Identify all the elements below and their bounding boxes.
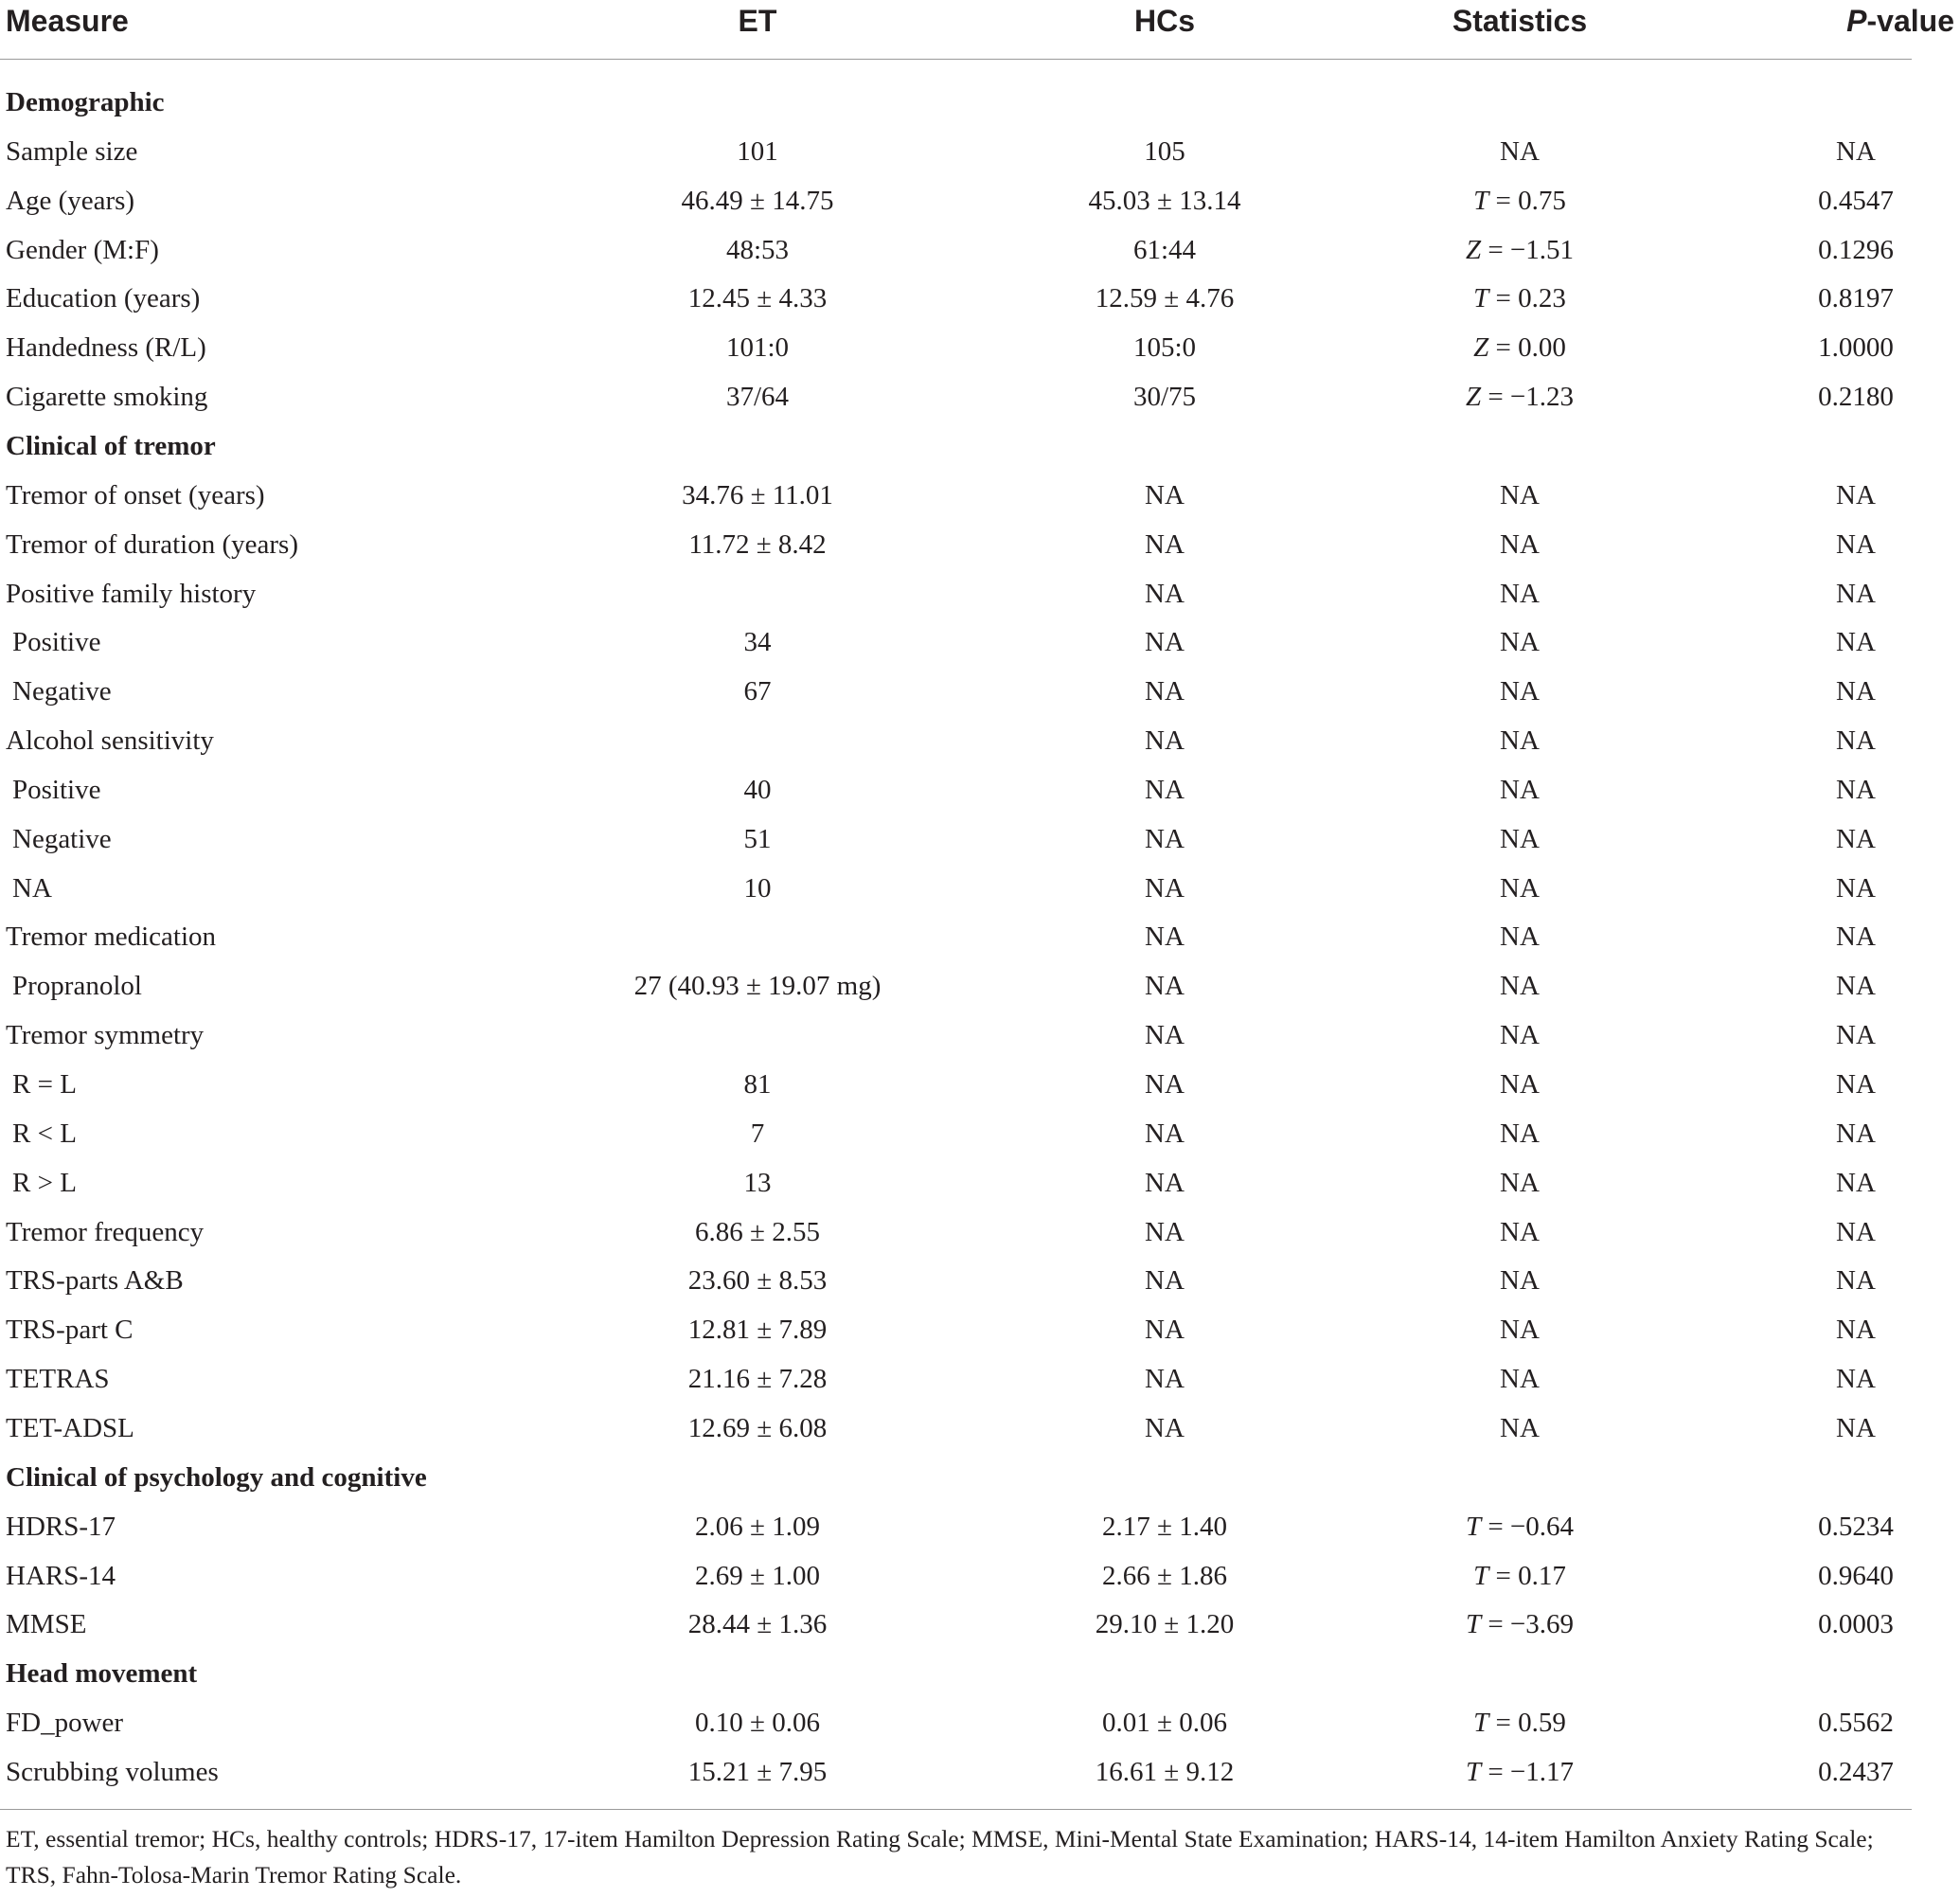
statistic-symbol: T [1473, 283, 1489, 314]
cell-p-value: 0.5562 [1818, 1708, 1894, 1739]
cell-hcs: NA [1145, 1167, 1185, 1198]
cell-et: 46.49 ± 14.75 [681, 185, 834, 216]
cell-et: 0.10 ± 0.06 [695, 1708, 820, 1739]
table-row [0, 1404, 1912, 1453]
cell-measure: TRS-parts A&B [6, 1265, 184, 1297]
cell-measure: R > L [12, 1167, 77, 1198]
cell-measure: Tremor of duration (years) [6, 528, 298, 560]
cell-p-value: NA [1836, 135, 1876, 167]
cell-statistics: NA [1500, 1412, 1540, 1443]
cell-et: 2.69 ± 1.00 [695, 1560, 820, 1591]
cell-p-value: NA [1836, 1118, 1876, 1149]
cell-statistics [1354, 225, 1685, 275]
cell-et: 81 [743, 1069, 772, 1100]
cell-statistics [1354, 1747, 1685, 1797]
cell-statistics [1354, 1551, 1685, 1601]
cell-hcs: NA [1145, 528, 1185, 560]
cell-p-value: NA [1836, 823, 1876, 854]
cell-statistics: NA [1500, 1020, 1540, 1051]
header-rule [0, 59, 1912, 60]
cell-hcs: 61:44 [1132, 234, 1197, 265]
cell-hcs: NA [1145, 1118, 1185, 1149]
cell-statistics: NA [1500, 135, 1540, 167]
cell-measure: Alcohol sensitivity [6, 725, 214, 757]
cell-p-value: NA [1836, 479, 1876, 510]
statistic-symbol: Z [1473, 332, 1489, 364]
cell-statistics: NA [1500, 872, 1540, 904]
header-hcs: HCs [1133, 4, 1195, 38]
cell-statistics [1354, 274, 1685, 323]
statistic-value: = −3.69 [1481, 1609, 1575, 1640]
cell-statistics: NA [1500, 1265, 1540, 1297]
table-row [0, 274, 1912, 323]
statistic-value: = 0.75 [1488, 185, 1566, 216]
cell-et: 67 [743, 676, 772, 707]
table-row [0, 1502, 1912, 1551]
header-p-italic: P [1846, 4, 1867, 38]
cell-measure: Age (years) [6, 185, 135, 216]
table-row [0, 1600, 1912, 1649]
table-row [0, 1158, 1912, 1208]
cell-measure: Education (years) [6, 283, 201, 314]
table-row [0, 176, 1912, 225]
cell-hcs: NA [1145, 479, 1185, 510]
cell-statistics: NA [1500, 725, 1540, 757]
cell-statistics: NA [1500, 1216, 1540, 1247]
cell-statistics: NA [1500, 1069, 1540, 1100]
cell-et: 21.16 ± 7.28 [687, 1364, 828, 1395]
header-statistics: Statistics [1452, 4, 1588, 38]
cell-measure: Gender (M:F) [6, 234, 159, 265]
cell-et: 12.69 ± 6.08 [687, 1412, 828, 1443]
table-row [0, 814, 1912, 864]
cell-et: 28.44 ± 1.36 [687, 1609, 828, 1640]
statistic-value: = 0.17 [1488, 1560, 1566, 1591]
cell-statistics: NA [1500, 1315, 1540, 1346]
cell-hcs: NA [1145, 1216, 1185, 1247]
table-row [0, 617, 1912, 667]
section-row [0, 78, 1912, 127]
cell-et: 101 [737, 135, 778, 167]
table-row [0, 1305, 1912, 1354]
cell-p-value: NA [1836, 872, 1876, 904]
cell-p-value: NA [1836, 1020, 1876, 1051]
cell-measure: Scrubbing volumes [6, 1756, 219, 1787]
cell-hcs: NA [1145, 676, 1185, 707]
statistic-symbol: T [1473, 1560, 1489, 1591]
statistic-value: = −1.17 [1481, 1756, 1575, 1787]
cell-statistics: NA [1500, 1364, 1540, 1395]
cell-p-value: NA [1836, 676, 1876, 707]
cell-measure: TETRAS [6, 1364, 110, 1395]
statistic-symbol: Z [1465, 234, 1482, 265]
cell-measure: Tremor frequency [6, 1216, 205, 1247]
table-row [0, 127, 1912, 176]
table-row [0, 1011, 1912, 1060]
cell-et: 12.81 ± 7.89 [687, 1315, 828, 1346]
table-row [0, 520, 1912, 569]
bottom-rule [0, 1809, 1912, 1810]
cell-measure: NA [12, 872, 52, 904]
cell-et: 23.60 ± 8.53 [687, 1265, 828, 1297]
cell-hcs: 29.10 ± 1.20 [1095, 1609, 1235, 1640]
table-row [0, 1551, 1912, 1601]
table-row [0, 765, 1912, 814]
cell-measure: FD_power [6, 1708, 124, 1739]
cell-measure: Positive [12, 774, 101, 805]
cell-et: 37/64 [725, 382, 790, 413]
table-row [0, 667, 1912, 716]
cell-hcs: NA [1145, 872, 1185, 904]
cell-statistics [1354, 176, 1685, 225]
table-row [0, 323, 1912, 372]
cell-statistics: NA [1500, 971, 1540, 1002]
cell-et: 48:53 [725, 234, 790, 265]
cell-hcs: 2.17 ± 1.40 [1102, 1511, 1227, 1542]
cell-statistics [1354, 323, 1685, 372]
section-row [0, 1649, 1912, 1698]
cell-hcs: 45.03 ± 13.14 [1088, 185, 1241, 216]
table-footnote: ET, essential tremor; HCs, healthy controls; HDRS-17, 17-item Hamilton Depression Rating Scale; MMSE, Mini-Mental State Examination; HARS-14, 14-item Hamilton Anxiety Rating Scale; TRS, Fahn-Tolosa-Marin Tremor Rating Scale. [6, 1825, 1874, 1888]
cell-p-value: NA [1836, 1167, 1876, 1198]
cell-hcs: NA [1145, 1412, 1185, 1443]
statistic-symbol: T [1465, 1609, 1482, 1640]
cell-p-value: 0.2437 [1818, 1756, 1894, 1787]
cell-et: 12.45 ± 4.33 [687, 283, 828, 314]
header-et: ET [738, 4, 777, 38]
table-row [0, 372, 1912, 421]
cell-hcs: NA [1145, 627, 1185, 658]
cell-measure: HDRS-17 [6, 1511, 116, 1542]
cell-statistics: NA [1500, 1118, 1540, 1149]
cell-measure: Positive family history [6, 578, 257, 609]
cell-measure: Negative [12, 823, 112, 854]
cell-hcs: 16.61 ± 9.12 [1095, 1756, 1235, 1787]
cell-measure: Cigarette smoking [6, 382, 208, 413]
cell-measure: Tremor symmetry [6, 1020, 205, 1051]
cell-et: 101:0 [725, 332, 790, 364]
cell-measure: HARS-14 [6, 1560, 116, 1591]
cell-et [530, 912, 985, 961]
cell-statistics: NA [1500, 578, 1540, 609]
cell-et: 34.76 ± 11.01 [682, 479, 833, 510]
cell-hcs: 30/75 [1132, 382, 1197, 413]
cell-hcs: NA [1145, 774, 1185, 805]
header-p-rest: -value [1866, 4, 1954, 38]
cell-hcs: NA [1145, 823, 1185, 854]
cell-p-value: 0.4547 [1818, 185, 1894, 216]
statistic-value: = −1.23 [1481, 382, 1575, 413]
section-title: Clinical of tremor [6, 430, 216, 461]
cell-measure: Negative [12, 676, 112, 707]
cell-hcs: NA [1145, 578, 1185, 609]
cell-hcs: NA [1145, 1364, 1185, 1395]
cell-p-value: 1.0000 [1818, 332, 1894, 364]
cell-p-value: 0.8197 [1818, 283, 1894, 314]
cell-statistics: NA [1500, 823, 1540, 854]
section-title: Head movement [6, 1658, 198, 1690]
cell-statistics [1354, 372, 1685, 421]
cell-hcs: 0.01 ± 0.06 [1102, 1708, 1227, 1739]
cell-hcs: NA [1145, 1069, 1185, 1100]
cell-hcs: 12.59 ± 4.76 [1095, 283, 1235, 314]
statistic-value: = 0.23 [1488, 283, 1566, 314]
statistic-symbol: T [1465, 1511, 1482, 1542]
cell-p-value: NA [1836, 1412, 1876, 1443]
cell-p-value: 0.9640 [1818, 1560, 1894, 1591]
cell-measure: Tremor medication [6, 922, 217, 953]
cell-measure: TRS-part C [6, 1315, 134, 1346]
cell-statistics: NA [1500, 627, 1540, 658]
cell-hcs: NA [1145, 1265, 1185, 1297]
cell-hcs: 105:0 [1132, 332, 1197, 364]
table-header [0, 0, 1954, 49]
cell-p-value: NA [1836, 922, 1876, 953]
cell-measure: MMSE [6, 1609, 87, 1640]
section-title: Demographic [6, 87, 165, 117]
cell-statistics: NA [1500, 922, 1540, 953]
cell-et [530, 1011, 985, 1060]
cell-p-value: NA [1836, 528, 1876, 560]
cell-p-value: NA [1836, 1315, 1876, 1346]
cell-statistics [1354, 1502, 1685, 1551]
cell-measure: Handedness (R/L) [6, 332, 206, 364]
cell-et [530, 716, 985, 765]
cell-measure: R = L [12, 1069, 77, 1100]
header-measure: Measure [6, 4, 129, 38]
cell-p-value: 0.2180 [1818, 382, 1894, 413]
cell-et: 2.06 ± 1.09 [695, 1511, 820, 1542]
header-p-value [1752, 0, 1954, 42]
table-row [0, 864, 1912, 913]
statistic-symbol: Z [1465, 382, 1482, 413]
cell-et: 34 [743, 627, 772, 658]
table-row [0, 1208, 1912, 1257]
cell-statistics: NA [1500, 676, 1540, 707]
cell-et: 13 [743, 1167, 772, 1198]
section-title: Clinical of psychology and cognitive [6, 1461, 427, 1493]
cell-hcs: NA [1145, 725, 1185, 757]
table-row [0, 1109, 1912, 1158]
cell-et: 10 [743, 872, 772, 904]
cell-p-value: NA [1836, 1364, 1876, 1395]
table-row [0, 912, 1912, 961]
table-row [0, 716, 1912, 765]
table-row [0, 225, 1912, 275]
cell-et: 7 [750, 1118, 765, 1149]
statistic-value: = 0.00 [1488, 332, 1566, 364]
cell-statistics: NA [1500, 774, 1540, 805]
cell-p-value: NA [1836, 1216, 1876, 1247]
cell-hcs: NA [1145, 922, 1185, 953]
statistic-value: = −0.64 [1481, 1511, 1575, 1542]
cell-hcs: 105 [1144, 135, 1185, 167]
statistic-symbol: T [1465, 1756, 1482, 1787]
cell-p-value: NA [1836, 725, 1876, 757]
section-row [0, 1453, 1912, 1502]
cell-statistics [1354, 1600, 1685, 1649]
section-row [0, 421, 1912, 471]
cell-measure: Propranolol [12, 971, 142, 1002]
statistic-symbol: T [1473, 185, 1489, 216]
cell-measure: Tremor of onset (years) [6, 479, 265, 510]
cell-measure: Positive [12, 627, 101, 658]
statistic-value: = −1.51 [1481, 234, 1575, 265]
cell-statistics [1354, 1698, 1685, 1747]
table-row [0, 1747, 1912, 1797]
cell-et: 11.72 ± 8.42 [688, 528, 827, 560]
cell-et: 51 [743, 823, 772, 854]
cell-statistics: NA [1500, 528, 1540, 560]
cell-measure: Sample size [6, 135, 138, 167]
cell-hcs: 2.66 ± 1.86 [1102, 1560, 1227, 1591]
cell-hcs: NA [1145, 971, 1185, 1002]
cell-p-value: 0.1296 [1818, 234, 1894, 265]
table-row [0, 1698, 1912, 1747]
cell-et: 40 [743, 774, 772, 805]
table-row [0, 1256, 1912, 1305]
cell-p-value: 0.0003 [1818, 1609, 1894, 1640]
cell-hcs: NA [1145, 1020, 1185, 1051]
cell-p-value: NA [1836, 627, 1876, 658]
table-row [0, 961, 1912, 1011]
cell-measure: TET-ADSL [6, 1412, 134, 1443]
statistic-symbol: T [1473, 1708, 1489, 1739]
cell-p-value: NA [1836, 774, 1876, 805]
cell-measure: R < L [12, 1118, 77, 1149]
cell-p-value: NA [1836, 971, 1876, 1002]
cell-et: 27 (40.93 ± 19.07 mg) [633, 971, 882, 1002]
cell-p-value: 0.5234 [1818, 1511, 1894, 1542]
table-row [0, 569, 1912, 618]
cell-p-value: NA [1836, 1069, 1876, 1100]
table-row [0, 1060, 1912, 1109]
statistic-value: = 0.59 [1488, 1708, 1566, 1739]
cell-et: 6.86 ± 2.55 [695, 1216, 820, 1247]
cell-et: 15.21 ± 7.95 [687, 1756, 828, 1787]
cell-et [530, 569, 985, 618]
cell-p-value: NA [1836, 578, 1876, 609]
cell-p-value: NA [1836, 1265, 1876, 1297]
cell-hcs: NA [1145, 1315, 1185, 1346]
table-row [0, 471, 1912, 520]
table-row [0, 1354, 1912, 1404]
cell-statistics: NA [1500, 1167, 1540, 1198]
cell-statistics: NA [1500, 479, 1540, 510]
